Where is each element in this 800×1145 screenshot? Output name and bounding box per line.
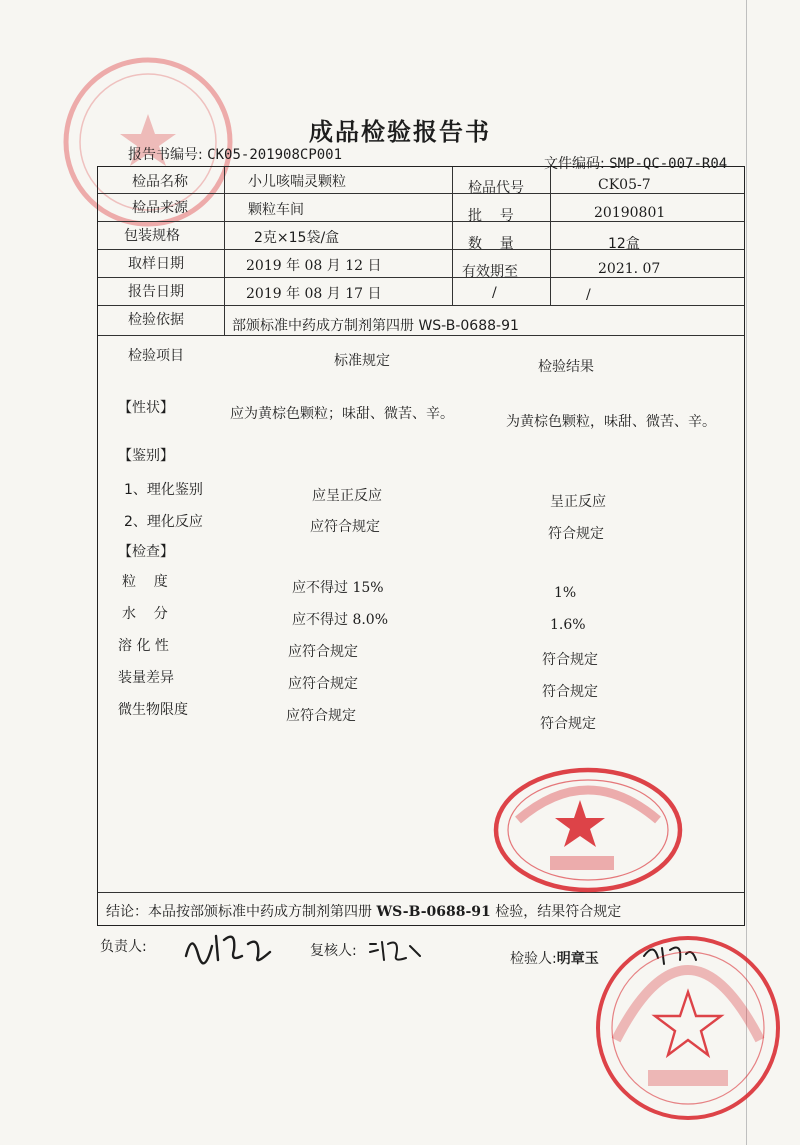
inspect-standard-4: 应符合规定 [288,676,358,692]
column-standard: 标准规定 [334,353,390,369]
file-code-value: SMP-QC-007-R04 [609,156,728,172]
sample-date: 2019 年 08 月 12 日 [246,258,382,274]
character-standard: 应为黄棕色颗粒；味甜、微苦、辛。 [230,406,454,422]
slash-mark: / [492,285,497,301]
ident-item-2: 2、理化反应 [124,514,203,530]
reviewer-signature [366,936,426,966]
inspect-result-5: 符合规定 [540,716,596,732]
report-number-value: CK05-201908CP001 [207,147,343,163]
quantity: 12盒 [608,236,640,252]
inspect-item-1: 粒 度 [122,574,168,590]
inspector-label [510,948,599,968]
inspector-label-text: 检验人: [510,951,557,967]
ident-standard-1: 应呈正反应 [312,488,382,504]
name-label: 检品名称 [132,174,188,190]
qty-label: 数 量 [468,236,514,252]
inspect-item-5: 微生物限度 [118,702,188,718]
star-icon [655,992,721,1055]
code-label: 检品代号 [468,180,524,196]
conclusion-code: WS-B-0688-91 [376,904,491,920]
qc-stamp [590,930,786,1126]
product-name: 小儿咳喘灵颗粒 [248,174,346,190]
inspect-item-4: 装量差异 [118,670,174,686]
conclusion [106,901,621,921]
inspect-standard-2: 应不得过 8.0% [292,612,389,628]
expiry-label: 有效期至 [462,264,518,280]
pack-spec: 2克×15袋/盒 [254,230,340,246]
inspect-result-2: 1.6% [550,617,586,633]
ident-result-2: 符合规定 [548,526,604,542]
reviewer-label: 复核人: [310,943,357,959]
batch-label: 批 号 [468,208,514,224]
basis-label: 检验依据 [128,312,184,328]
expiry-date: 2021. 07 [598,261,661,277]
batch-number: 20190801 [594,205,666,221]
inspect-standard-5: 应符合规定 [286,708,356,724]
inspect-item-2: 水 分 [122,606,168,622]
inspect-result-4: 符合规定 [542,684,598,700]
star-icon [555,800,605,847]
sample-date-label: 取样日期 [128,256,184,272]
report-number [128,144,342,164]
pack-label: 包装规格 [124,228,180,244]
inspector-name: 明章玉 [556,951,599,967]
ident-item-1: 1、理化鉴别 [124,482,203,498]
inspect-standard-3: 应符合规定 [288,644,358,660]
inspect-standard-1: 应不得过 15% [292,580,384,596]
inspection-stamp [488,760,688,900]
column-result: 检验结果 [538,359,594,375]
product-source: 颗粒车间 [248,202,304,218]
column-item: 检验项目 [128,348,184,364]
section-character: 【性状】 [118,400,174,416]
conclusion-prefix: 结论：本品按部颁标准中药成方制剂第四册 [106,904,377,920]
inspect-result-3: 符合规定 [542,652,598,668]
product-code: CK05-7 [598,177,651,193]
source-label: 检品来源 [132,200,188,216]
report-date-label: 报告日期 [128,284,184,300]
responsible-signature [178,926,278,970]
inspection-basis: 部颁标准中药成方制剂第四册 WS-B-0688-91 [232,318,519,334]
conclusion-suffix: 检验，结果符合规定 [490,904,622,920]
inspect-item-3: 溶 化 性 [118,638,169,654]
responsible-label: 负责人: [100,939,147,955]
ident-standard-2: 应符合规定 [310,519,380,535]
character-result: 为黄棕色颗粒，味甜、微苦、辛。 [506,414,716,430]
inspect-result-1: 1% [554,585,577,601]
slash-mark: / [586,287,591,303]
ident-result-1: 呈正反应 [550,494,606,510]
file-code-label: 文件编码: [544,156,605,172]
page-title: 成品检验报告书 [309,117,491,146]
report-date: 2019 年 08 月 17 日 [246,286,382,302]
section-identification: 【鉴别】 [118,448,174,464]
report-number-label: 报告书编号: [128,147,203,163]
section-inspection: 【检查】 [118,544,174,560]
